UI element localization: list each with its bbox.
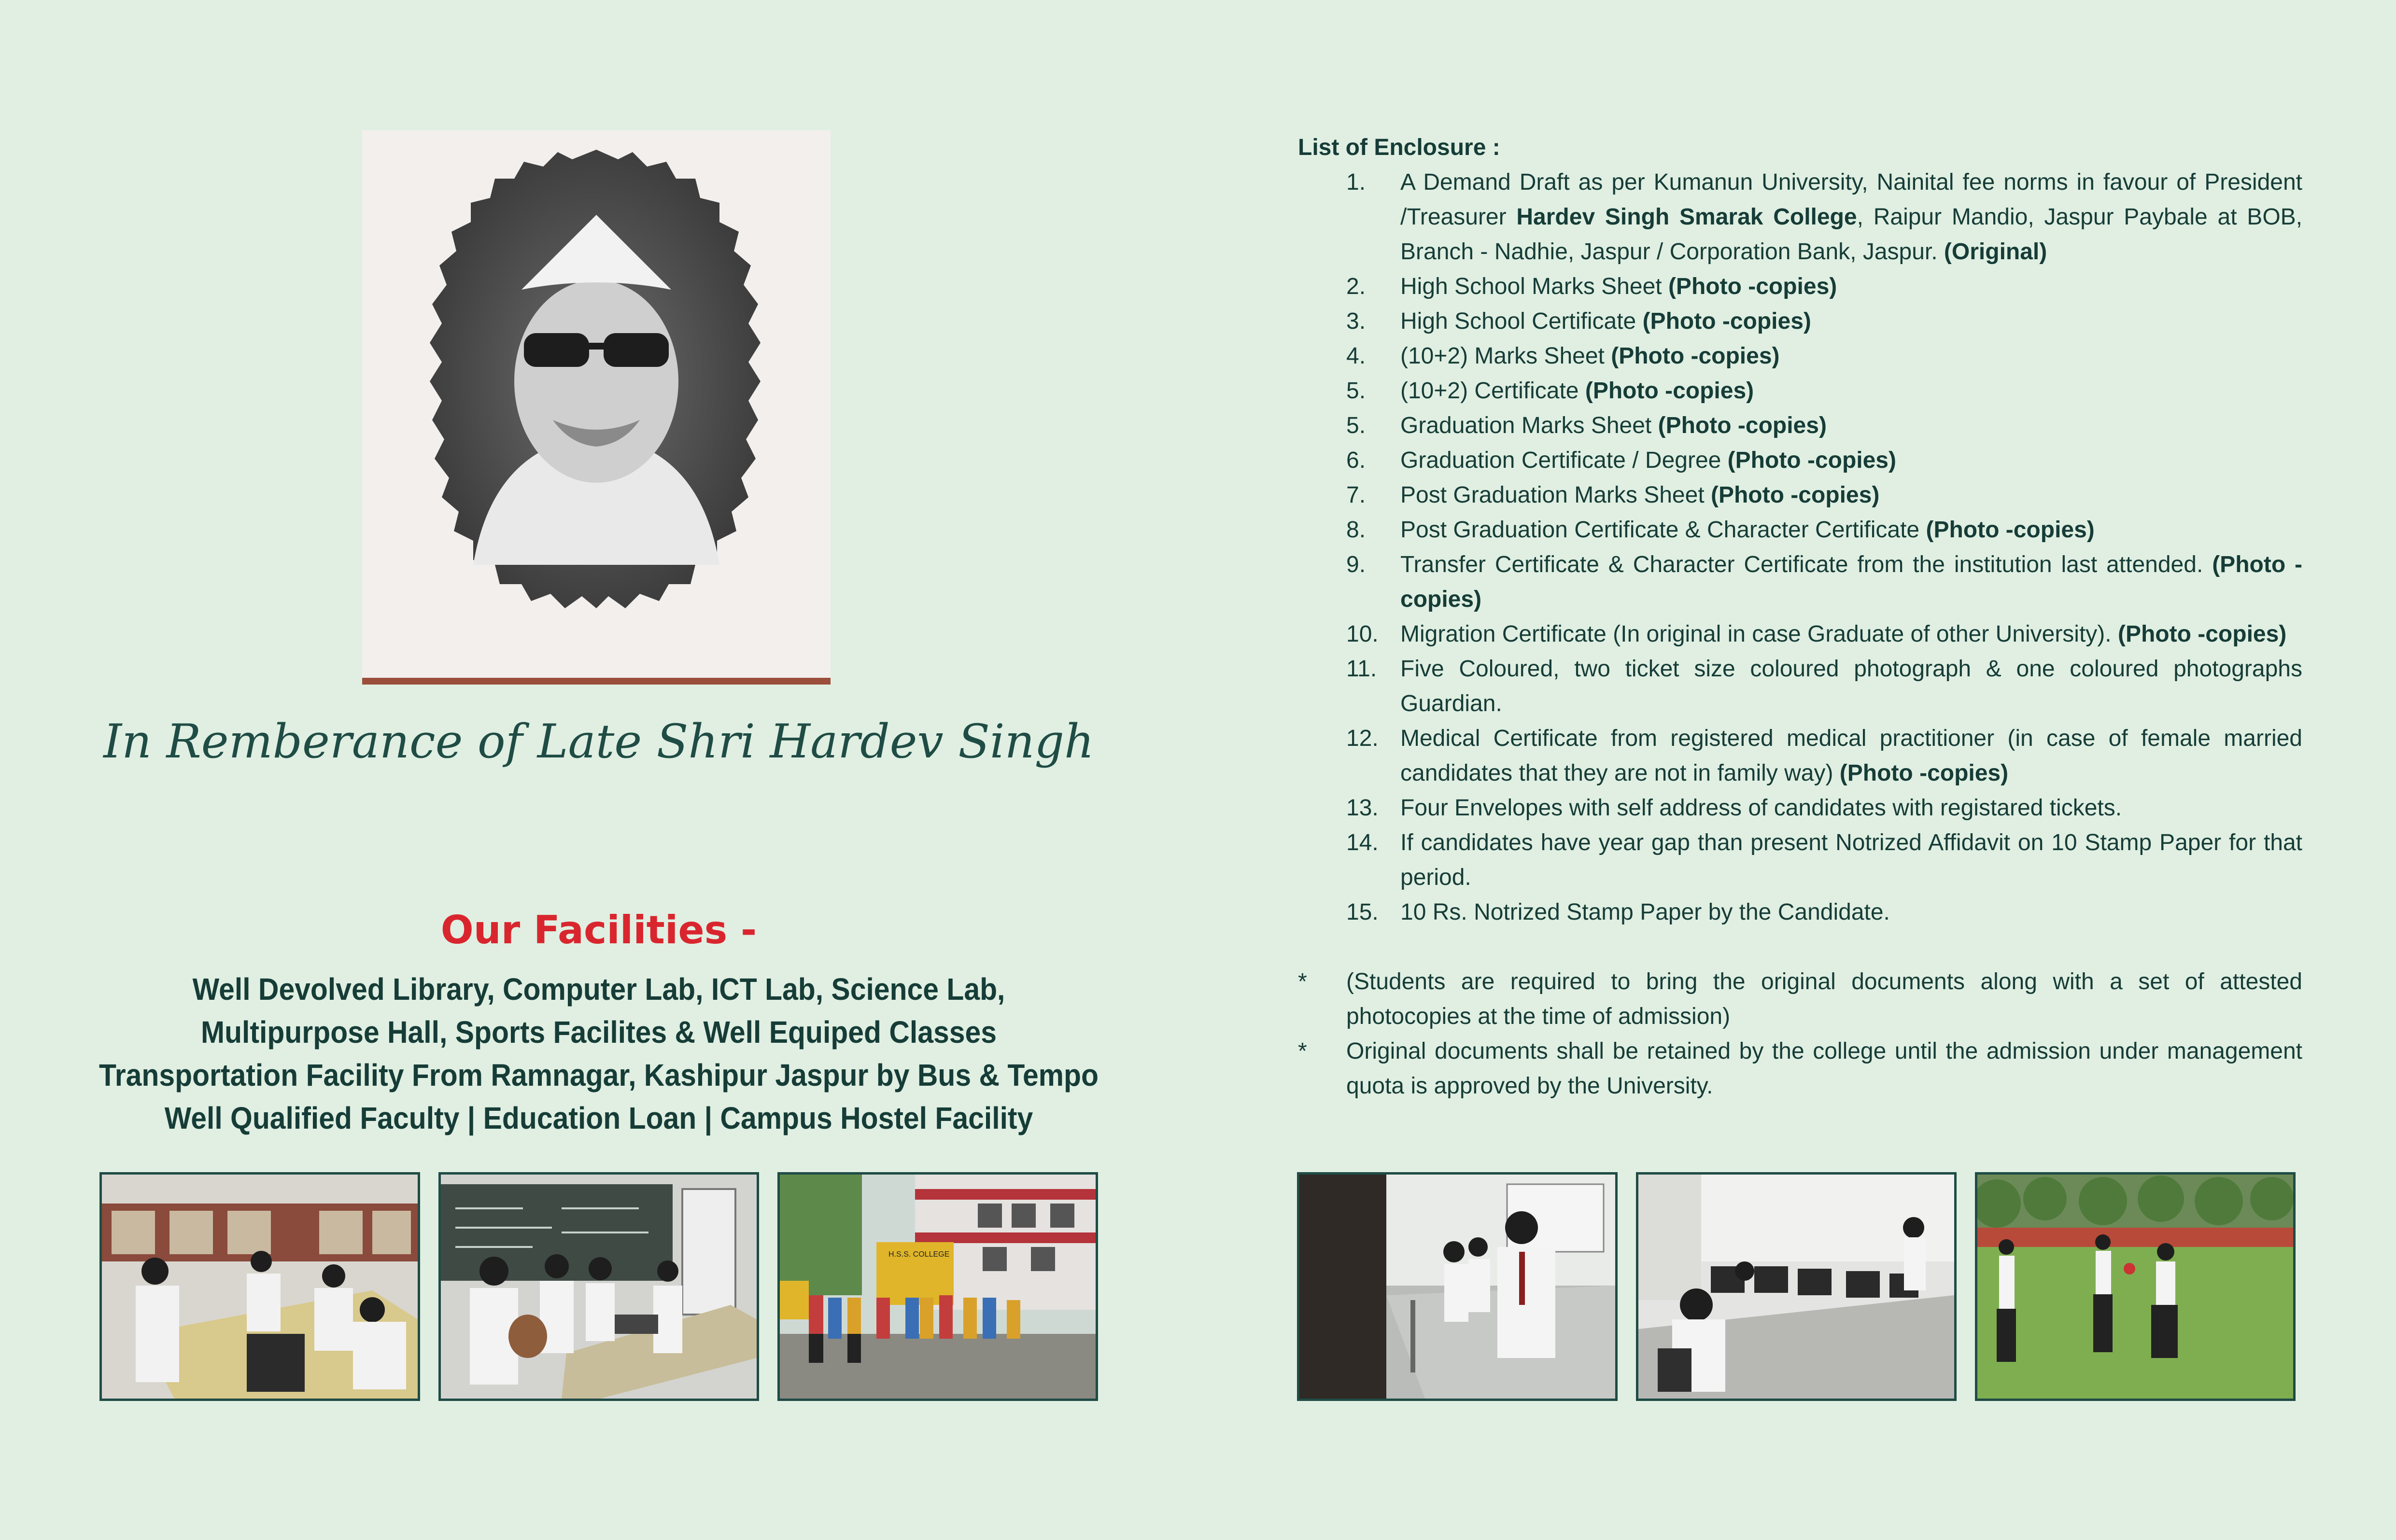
enclosure-item-number: 2.	[1346, 274, 1366, 299]
enclosure-item	[1298, 547, 2302, 617]
enclosure-item-bold-text: (Photo -copies)	[1658, 413, 1827, 438]
facilities-line: Well Devolved Library, Computer Lab, ICT Lab, Science Lab,	[192, 972, 1005, 1007]
enclosure-item	[1298, 165, 2302, 269]
enclosure-item-bold-text: (Photo -copies)	[1668, 274, 1837, 299]
facilities-line: Transportation Facility From Ramnagar, Kashipur Jaspur by Bus & Tempo	[99, 1058, 1099, 1092]
enclosure-item-text: A Demand Draft as per Kumanun University, Nainital fee norms in favour of President /Treasurer	[1400, 169, 2302, 230]
enclosure-item-bold-text: (Photo -copies)	[1839, 760, 2009, 786]
music-room-photo	[438, 1172, 759, 1401]
enclosure-item-text: Four Envelopes with self address of candidates with registared tickets.	[1400, 795, 2122, 821]
enclosure-notes	[1298, 965, 2302, 1104]
facilities-list	[48, 968, 1150, 1140]
enclosure-item-bold-text: (Photo - copies)	[1400, 552, 2303, 612]
enclosure-item	[1298, 408, 2302, 443]
enclosure-item-text: 10 Rs. Notrized Stamp Paper by the Candidate.	[1400, 899, 1890, 925]
campus-group-photo	[777, 1172, 1098, 1401]
enclosure-item-number: 13.	[1346, 795, 1379, 821]
library-photo	[99, 1172, 420, 1401]
enclosure-item	[1298, 443, 2302, 478]
enclosure-item	[1298, 721, 2302, 791]
enclosure-item-number: 5.	[1346, 413, 1366, 438]
enclosure-item	[1298, 304, 2302, 339]
enclosure-item-number: 8.	[1346, 517, 1366, 543]
enclosure-item-number: 15.	[1346, 899, 1379, 925]
enclosure-item-text: (10+2) Certificate	[1400, 378, 1585, 404]
enclosure-item-text: Graduation Certificate / Degree	[1400, 448, 1728, 473]
note-asterisk: *	[1298, 969, 1307, 994]
enclosure-note	[1298, 1034, 2302, 1104]
bus-sign: H.S.S. COLLEGE	[888, 1250, 950, 1259]
enclosure-item-bold-text: (Photo -copies)	[1926, 517, 2095, 543]
enclosure-list	[1298, 130, 2302, 1104]
sports-ground-photo	[1975, 1172, 2296, 1401]
enclosure-item-bold-text: (Photo -copies)	[1585, 378, 1754, 404]
computer-lab-photo	[1636, 1172, 1957, 1401]
enclosure-item-text: Transfer Certificate & Character Certificate from the institution last attended.	[1400, 552, 2213, 577]
enclosure-item-number: 9.	[1346, 552, 1366, 577]
enclosure-item-bold-text: (Original)	[1944, 239, 2047, 265]
enclosure-item-number: 3.	[1346, 308, 1366, 334]
enclosure-item	[1298, 374, 2302, 408]
enclosure-item	[1298, 826, 2302, 895]
enclosure-item-text: High School Marks Sheet	[1400, 274, 1668, 299]
enclosure-item	[1298, 895, 2302, 930]
enclosure-item-number: 5.	[1346, 378, 1366, 404]
note-text: Original documents shall be retained by the college until the admission under management quota is approved by the University.	[1346, 1038, 2302, 1099]
enclosure-item-number: 12.	[1346, 726, 1379, 751]
spacer	[1298, 930, 2302, 965]
enclosure-item	[1298, 478, 2302, 513]
remembrance-heading: In Remberance of Late Shri Hardev Singh	[103, 714, 1094, 769]
enclosure-item-number: 6.	[1346, 448, 1366, 473]
enclosure-item-number: 7.	[1346, 482, 1366, 508]
enclosure-item-bold-text: (Photo -copies)	[1727, 448, 1896, 473]
enclosure-note	[1298, 965, 2302, 1034]
science-lab-photo	[1297, 1172, 1618, 1401]
enclosure-item	[1298, 791, 2302, 826]
note-asterisk: *	[1298, 1038, 1307, 1064]
enclosure-item-bold-text: (Photo -copies)	[1642, 308, 1811, 334]
enclosure-item-bold-text: (Photo -copies)	[1710, 482, 1880, 508]
enclosure-item-number: 4.	[1346, 343, 1366, 369]
enclosure-item-text: Graduation Marks Sheet	[1400, 413, 1658, 438]
enclosure-item	[1298, 617, 2302, 652]
enclosure-item-text: Post Graduation Certificate & Character Certificate	[1400, 517, 1926, 543]
note-text: (Students are required to bring the original documents along with a set of attested photocopies at the time of admission)	[1346, 969, 2302, 1029]
enclosure-item	[1298, 652, 2302, 721]
enclosure-title: List of Enclosure :	[1298, 135, 1500, 160]
enclosure-item-text: Medical Certificate from registered medical practitioner (in case of female married candidates that they are not in family way)	[1400, 726, 2302, 786]
enclosure-item	[1298, 513, 2302, 547]
enclosure-item-bold-text: (Photo -copies)	[2117, 621, 2287, 647]
enclosure-item-text: Migration Certificate (In original in case Graduate of other University).	[1400, 621, 2118, 647]
enclosure-item-bold-text: (Photo -copies)	[1611, 343, 1780, 369]
facilities-title: Our Facilities -	[440, 908, 757, 952]
enclosure-item-number: 1.	[1346, 169, 1366, 195]
enclosure-item-text: Post Graduation Marks Sheet	[1400, 482, 1711, 508]
enclosure-item-text: If candidates have year gap than present Notrized Affidavit on 10 Stamp Paper for that period.	[1400, 830, 2302, 890]
enclosure-item-number: 10.	[1346, 621, 1379, 647]
enclosure-item	[1298, 339, 2302, 374]
enclosure-item-text: High School Certificate	[1400, 308, 1643, 334]
enclosure-item-text: , Raipur Mandio, Jaspur Paybale at BOB, Branch - Nadhie, Jaspur / Corporation Bank, Jaspur.	[1400, 204, 2303, 265]
facilities-line: Multipurpose Hall, Sports Facilites & Well Equiped Classes	[201, 1015, 997, 1050]
enclosure-item-number: 14.	[1346, 830, 1379, 855]
facilities-line: Well Qualified Faculty | Education Loan | Campus Hostel Facility	[164, 1101, 1033, 1135]
enclosure-item-text: Five Coloured, two ticket size coloured photograph & one coloured photographs Guardian.	[1400, 656, 2302, 716]
enclosure-items	[1298, 165, 2302, 930]
enclosure-item-bold-text: Hardev Singh Smarak College	[1516, 204, 1857, 230]
enclosure-item-text: (10+2) Marks Sheet	[1400, 343, 1611, 369]
enclosure-item	[1298, 269, 2302, 304]
portrait-photo	[362, 130, 831, 685]
enclosure-item-number: 11.	[1346, 656, 1377, 682]
